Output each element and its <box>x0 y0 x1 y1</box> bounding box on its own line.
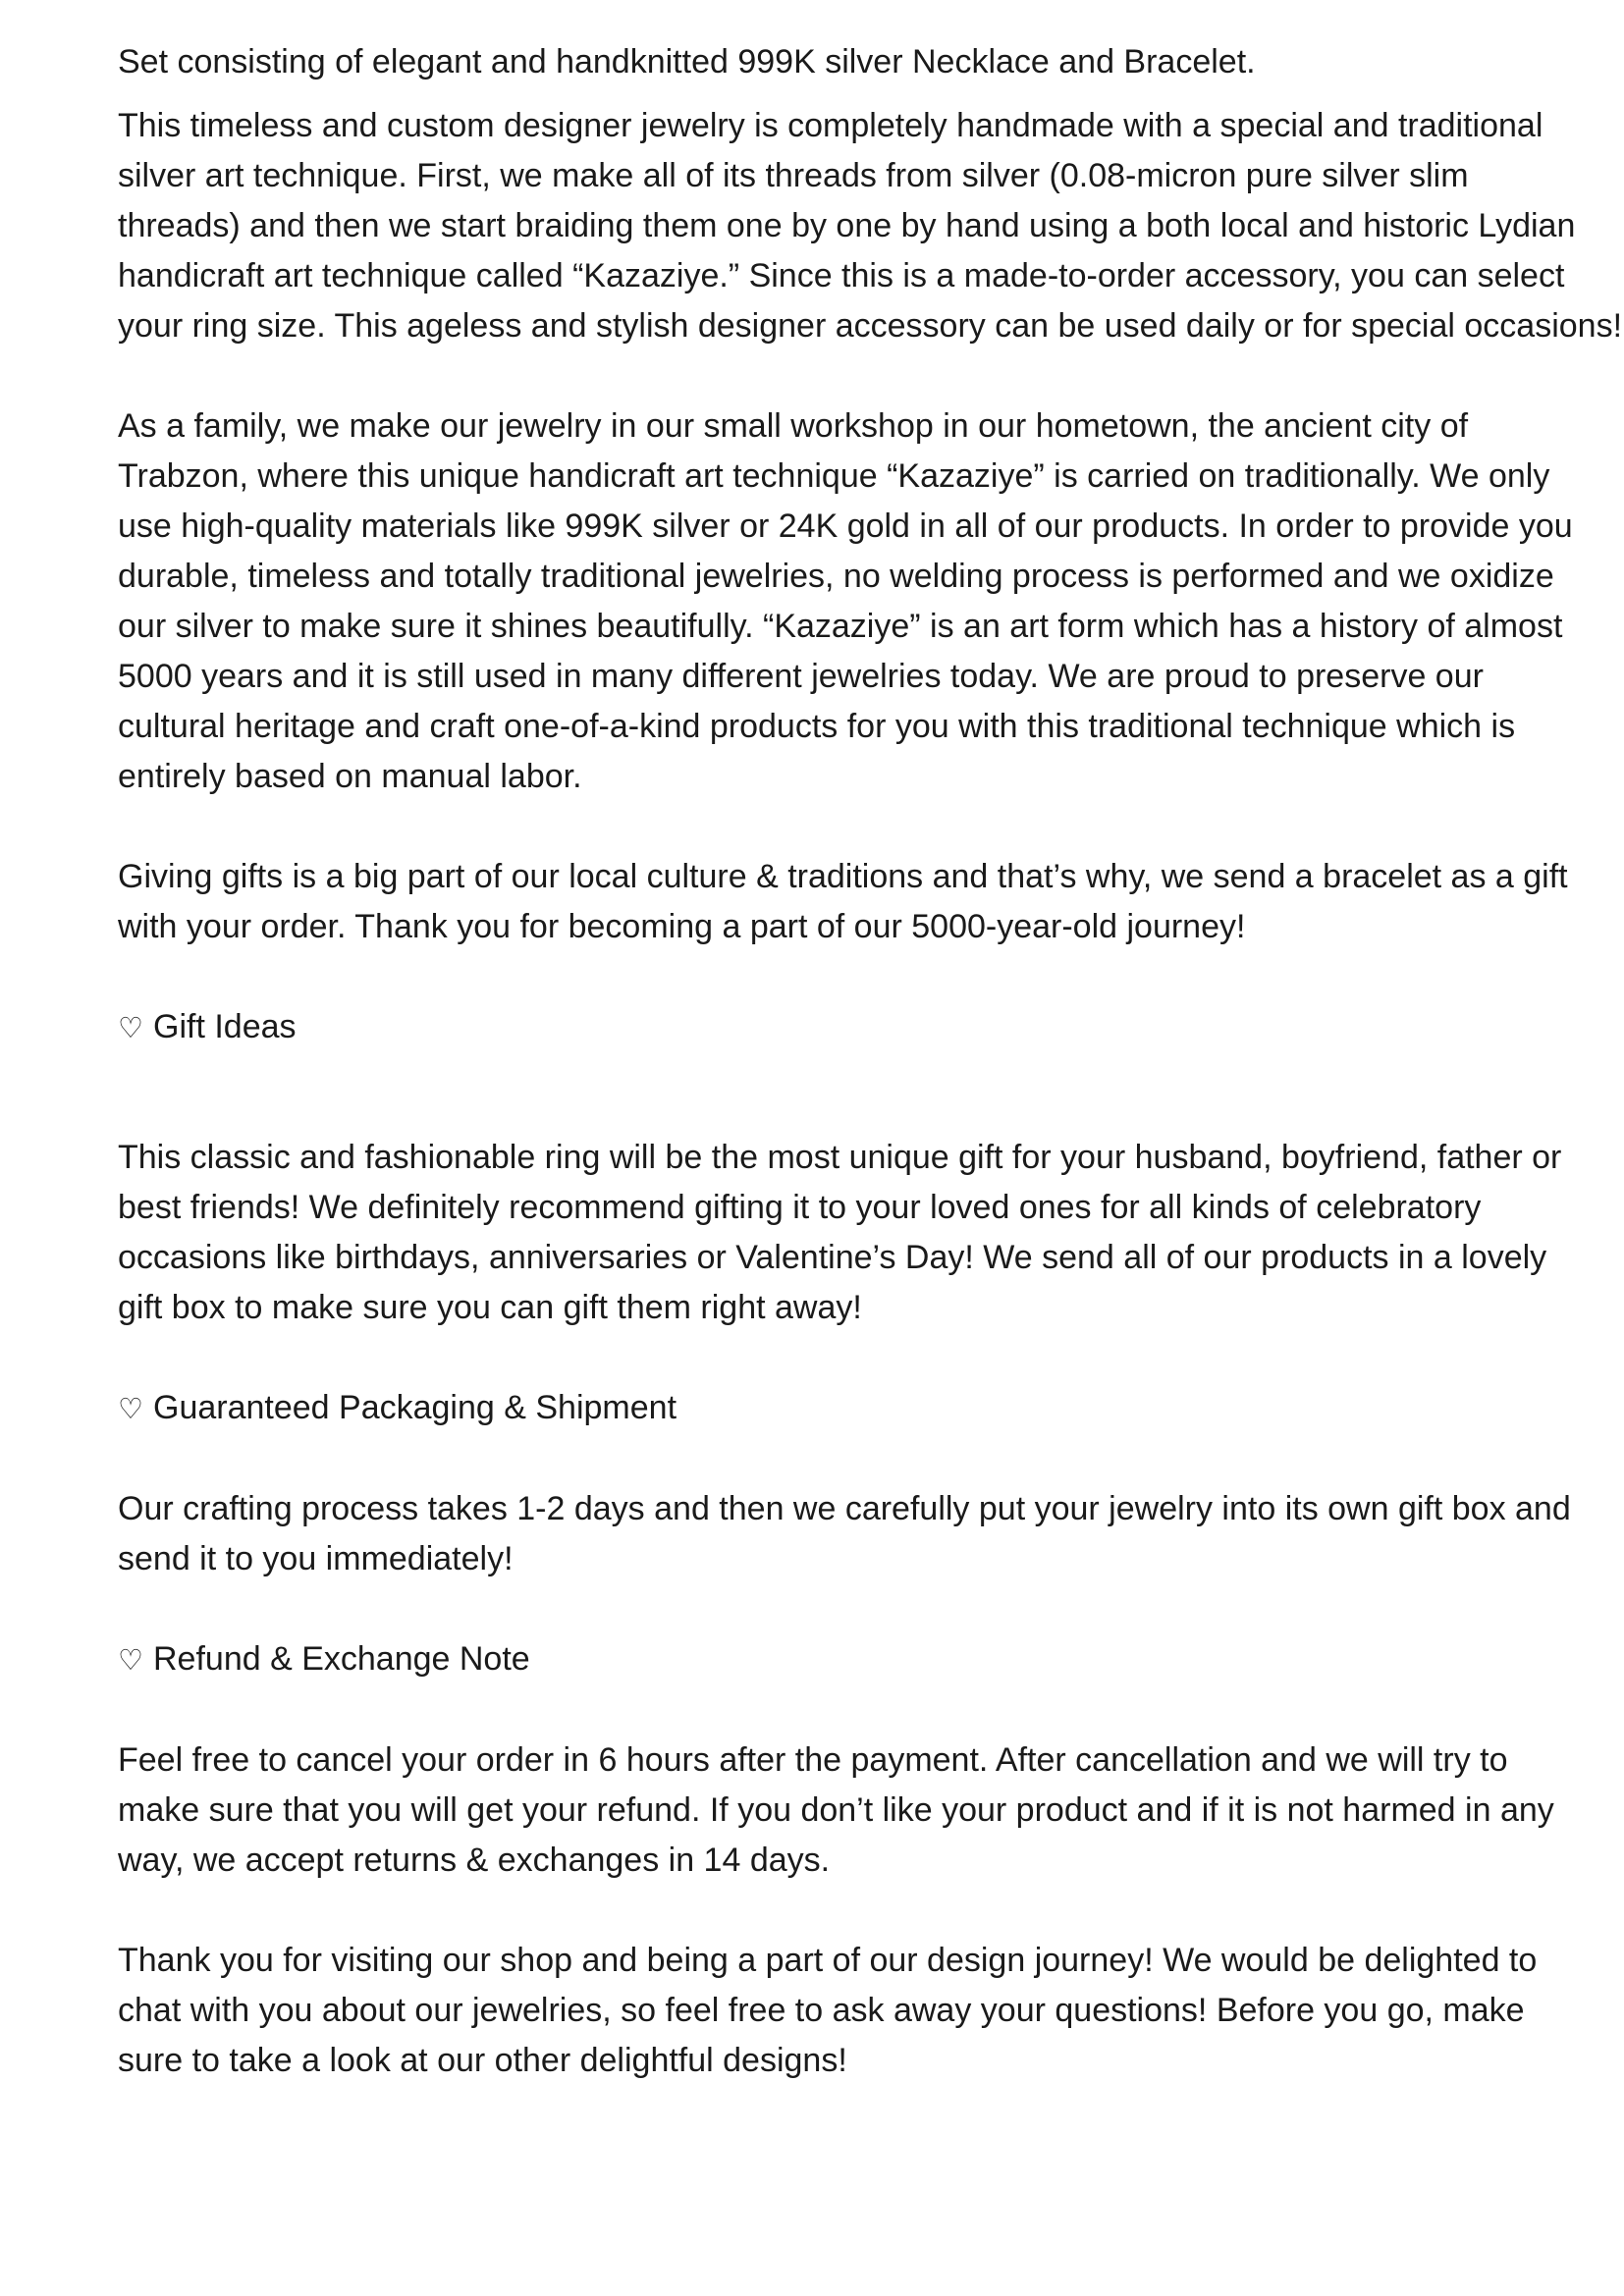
text-line: occasions like birthdays, anniversaries or Valentine’s Day! We send all of our products in a lovely <box>118 1239 1547 1276</box>
text-line: use high-quality materials like 999K silver or 24K gold in all of our products. In order to provide you <box>118 507 1573 545</box>
intro-line: Set consisting of elegant and handknitted 999K silver Necklace and Bracelet. <box>118 43 1256 80</box>
text-line: cultural heritage and craft one-of-a-kind products for you with this traditional technique which is <box>118 708 1516 745</box>
text-line: silver art technique. First, we make all of its threads from silver (0.08-micron pure silver slim <box>118 157 1469 194</box>
text-line: your ring size. This ageless and stylish designer accessory can be used daily or for special occasions! <box>118 307 1623 345</box>
heart-icon: ♡ <box>118 1011 143 1044</box>
paragraph-gift-ideas <box>118 1133 1591 1333</box>
paragraph-closing <box>118 1936 1591 2086</box>
text-line: durable, timeless and totally traditional jewelries, no welding process is performed and we oxidize <box>118 558 1554 595</box>
paragraph-craft-technique <box>118 101 1623 351</box>
text-line: This classic and fashionable ring will be the most unique gift for your husband, boyfriend, father or <box>118 1139 1562 1176</box>
paragraph-family-workshop <box>118 401 1591 802</box>
shipment-heading <box>118 1383 1591 1434</box>
refund-heading <box>118 1634 1591 1685</box>
text-line: handicraft art technique called “Kazaziye.” Since this is a made-to-order accessory, you can select <box>118 257 1565 294</box>
text-line: send it to you immediately! <box>118 1540 514 1577</box>
text-line: Giving gifts is a big part of our local culture & traditions and that’s why, we send a bracelet as a gift <box>118 858 1568 895</box>
text-line: sure to take a look at our other delightful designs! <box>118 2042 847 2079</box>
text-line: best friends! We definitely recommend gifting it to your loved ones for all kinds of celebratory <box>118 1189 1482 1226</box>
text-line: 5000 years and it is still used in many different jewelries today. We are proud to preserve our <box>118 658 1484 695</box>
text-line: gift box to make sure you can gift them right away! <box>118 1289 862 1326</box>
text-line: way, we accept returns & exchanges in 14 days. <box>118 1842 831 1879</box>
gift-ideas-heading-text: Gift Ideas <box>153 1008 297 1045</box>
text-line: our silver to make sure it shines beautifully. “Kazaziye” is an art form which has a history of almost <box>118 608 1563 645</box>
text-line: This timeless and custom designer jewelry is completely handmade with a special and traditional <box>118 107 1543 144</box>
text-line: threads) and then we start braiding them one by one by hand using a both local and historic Lydian <box>118 207 1576 244</box>
paragraph-gifting-tradition <box>118 852 1591 952</box>
document-page <box>118 37 1623 2086</box>
text-line: Thank you for visiting our shop and being a part of our design journey! We would be delighted to <box>118 1942 1538 1979</box>
text-line: chat with you about our jewelries, so feel free to ask away your questions! Before you go, make <box>118 1992 1525 2029</box>
paragraph-refund <box>118 1735 1591 1886</box>
text-line: Feel free to cancel your order in 6 hours after the payment. After cancellation and we will try to <box>118 1741 1508 1779</box>
shipment-heading-text: Guaranteed Packaging & Shipment <box>153 1389 677 1426</box>
paragraph-shipment <box>118 1484 1591 1584</box>
text-line: Our crafting process takes 1-2 days and then we carefully put your jewelry into its own gift box and <box>118 1490 1571 1527</box>
text-line: with your order. Thank you for becoming a part of our 5000-year-old journey! <box>118 908 1246 945</box>
text-line: As a family, we make our jewelry in our small workshop in our hometown, the ancient city of <box>118 407 1469 445</box>
text-line: Trabzon, where this unique handicraft art technique “Kazaziye” is carried on traditionally. We only <box>118 457 1550 495</box>
gift-ideas-heading <box>118 1002 1591 1053</box>
heart-icon: ♡ <box>118 1392 143 1425</box>
text-line: entirely based on manual labor. <box>118 758 582 795</box>
text-line: make sure that you will get your refund. If you don’t like your product and if it is not harmed in any <box>118 1791 1554 1829</box>
heart-icon: ♡ <box>118 1643 143 1677</box>
refund-heading-text: Refund & Exchange Note <box>153 1640 530 1678</box>
